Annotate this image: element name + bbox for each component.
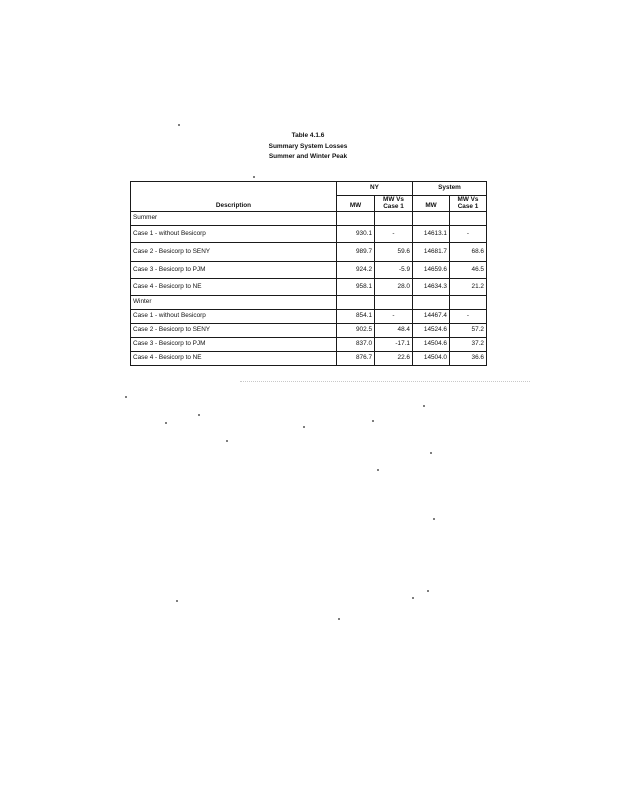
scan-speck xyxy=(303,426,305,428)
ny-mw-cell: 854.1 xyxy=(337,310,375,324)
ny-mw-cell: 989.7 xyxy=(337,243,375,262)
section-label: Winter xyxy=(131,296,337,310)
ny-mw-vs-cell: 22.6 xyxy=(375,352,413,366)
row-description: Case 3 - Besicorp to PJM xyxy=(131,338,337,352)
ny-mw-cell: 930.1 xyxy=(337,226,375,243)
system-mw-vs-cell: - xyxy=(450,226,487,243)
ny-mw-cell: 958.1 xyxy=(337,279,375,296)
system-mw-vs-cell: - xyxy=(450,310,487,324)
system-group-header: System xyxy=(413,182,487,196)
ny-mw-vs-cell: -5.9 xyxy=(375,262,413,279)
table-title: Table 4.1.6 xyxy=(291,132,325,139)
ny-mw-vs-case1-header: MW Vs Case 1 xyxy=(375,196,413,212)
system-mw-cell: 14504.6 xyxy=(413,338,450,352)
system-mw-cell: 14504.0 xyxy=(413,352,450,366)
scan-speck xyxy=(433,518,435,520)
system-losses-table xyxy=(130,181,487,366)
row-description: Case 1 - without Besicorp xyxy=(131,310,337,324)
ny-mw-vs-cell: 28.0 xyxy=(375,279,413,296)
scan-speck xyxy=(125,396,127,398)
ny-mw-vs-cell: 48.4 xyxy=(375,324,413,338)
section-row xyxy=(131,212,487,226)
system-mw-cell: 14467.4 xyxy=(413,310,450,324)
row-description: Case 2 - Besicorp to SENY xyxy=(131,243,337,262)
scan-speck xyxy=(338,618,340,620)
system-mw-vs-cell: 68.6 xyxy=(450,243,487,262)
ny-group-header: NY xyxy=(337,182,413,196)
section-row xyxy=(131,296,487,310)
system-mw-vs-cell: 57.2 xyxy=(450,324,487,338)
scan-speck xyxy=(198,414,200,416)
table-row xyxy=(131,338,487,352)
system-mw-vs-case1-header: MW Vs Case 1 xyxy=(450,196,487,212)
ny-mw-cell: 876.7 xyxy=(337,352,375,366)
table-subtitle: Summary System Losses xyxy=(268,142,348,150)
system-mw-header: MW xyxy=(413,196,450,212)
table-body xyxy=(131,212,487,366)
row-description: Case 1 - without Besicorp xyxy=(131,226,337,243)
scan-speck xyxy=(178,124,180,126)
description-header: Description xyxy=(131,182,337,212)
ny-mw-vs-cell: - xyxy=(375,226,413,243)
section-label: Summer xyxy=(131,212,337,226)
system-mw-cell: 14659.6 xyxy=(413,262,450,279)
scan-speck xyxy=(176,600,178,602)
system-mw-vs-cell: 36.6 xyxy=(450,352,487,366)
scan-speck xyxy=(165,422,167,424)
table-titles xyxy=(130,131,486,163)
ny-mw-vs-cell: 59.6 xyxy=(375,243,413,262)
table-row xyxy=(131,310,487,324)
scan-speck xyxy=(423,405,425,407)
system-mw-cell: 14613.1 xyxy=(413,226,450,243)
table-caption: Summer and Winter Peak xyxy=(268,153,348,160)
scan-speck xyxy=(412,597,414,599)
ny-mw-cell: 902.5 xyxy=(337,324,375,338)
system-mw-vs-cell: 21.2 xyxy=(450,279,487,296)
row-description: Case 3 - Besicorp to PJM xyxy=(131,262,337,279)
ny-mw-cell: 924.2 xyxy=(337,262,375,279)
scan-speck xyxy=(372,420,374,422)
scan-artifact-line xyxy=(240,381,530,382)
scan-speck xyxy=(427,590,429,592)
table-row xyxy=(131,226,487,243)
ny-mw-vs-cell: -17.1 xyxy=(375,338,413,352)
ny-mw-header: MW xyxy=(337,196,375,212)
ny-mw-vs-cell: - xyxy=(375,310,413,324)
table-row xyxy=(131,262,487,279)
system-mw-vs-cell: 46.5 xyxy=(450,262,487,279)
system-mw-cell: 14524.6 xyxy=(413,324,450,338)
table-row xyxy=(131,279,487,296)
table-row xyxy=(131,324,487,338)
table-row xyxy=(131,243,487,262)
system-mw-cell: 14634.3 xyxy=(413,279,450,296)
row-description: Case 2 - Besicorp to SENY xyxy=(131,324,337,338)
scan-speck xyxy=(253,176,255,178)
scan-speck xyxy=(226,440,228,442)
system-mw-vs-cell: 37.2 xyxy=(450,338,487,352)
scan-speck xyxy=(377,469,379,471)
system-mw-cell: 14681.7 xyxy=(413,243,450,262)
row-description: Case 4 - Besicorp to NE xyxy=(131,279,337,296)
table-row xyxy=(131,352,487,366)
scan-speck xyxy=(430,452,432,454)
row-description: Case 4 - Besicorp to NE xyxy=(131,352,337,366)
ny-mw-cell: 837.0 xyxy=(337,338,375,352)
